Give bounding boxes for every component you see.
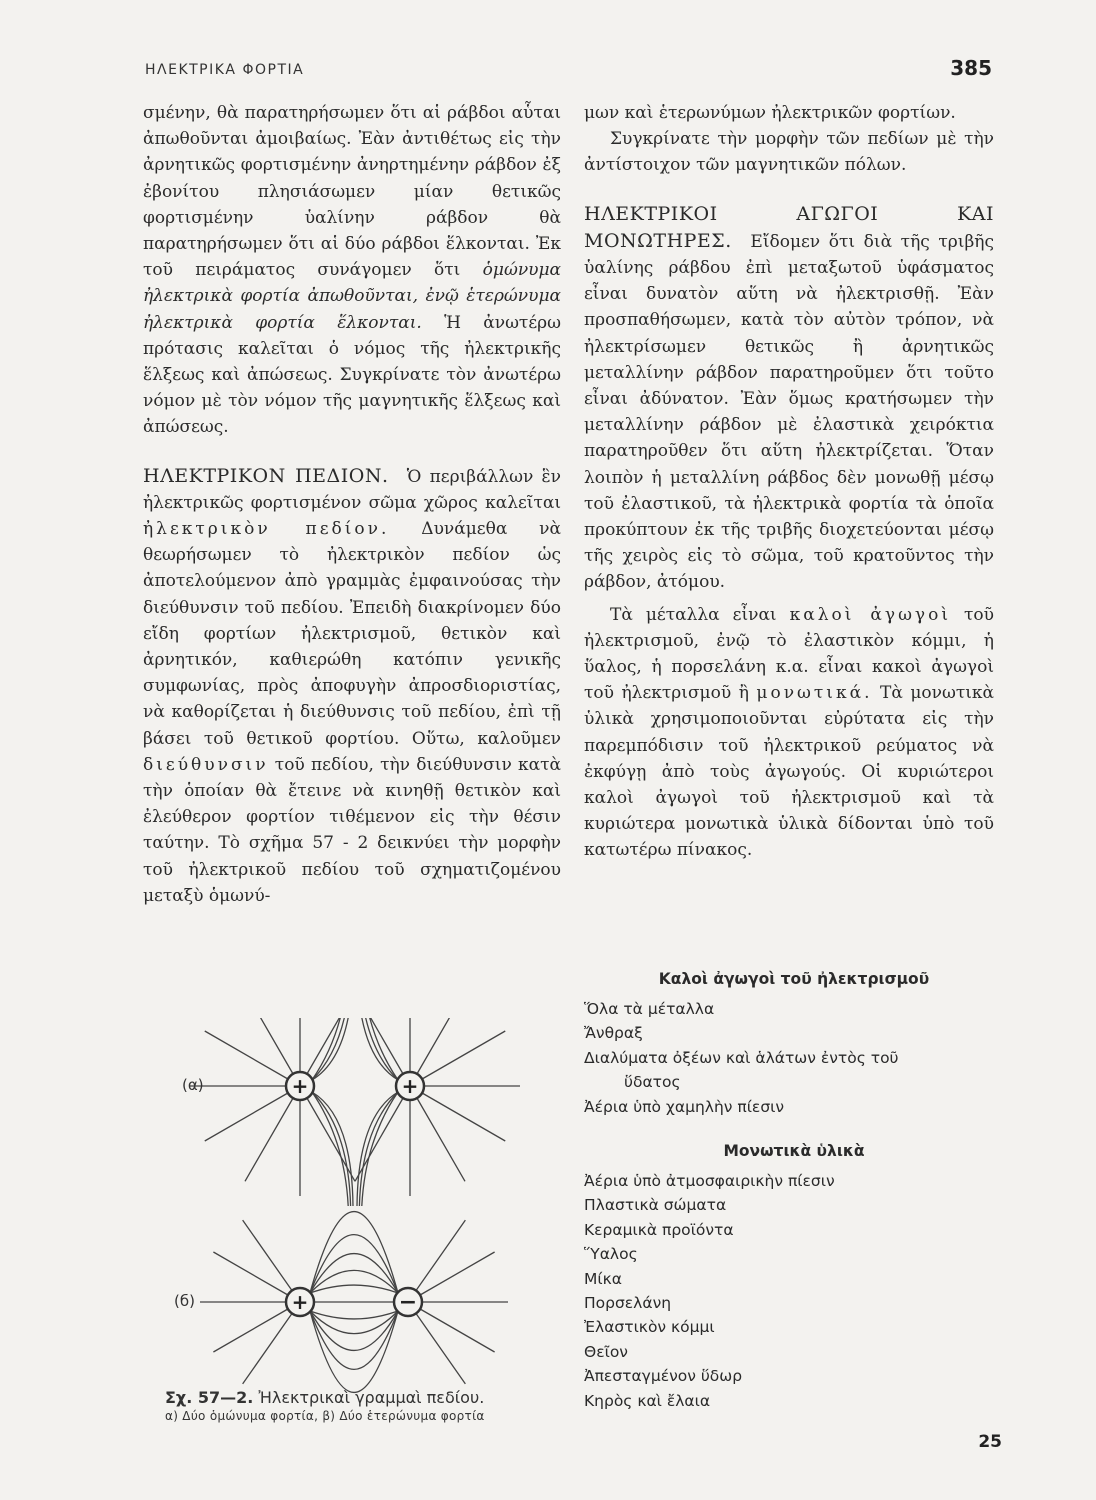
paragraph-law-text: σμένην, θὰ παρατηρήσωμεν ὅτι αἱ ράβδοι αὗται ἀπωθοῦνται ἀμοιβαίως. Ἐὰν ἀντιθέτως εἰς τὴν ἀρνητικῶς φορτισμένην ἀνηρτημένην ράβδον ἐξ ἐβονίτου πλησιάσωμεν μίαν θετικῶς φορτισμένην ὑαλίνην ράβδον θὰ παρατηρήσωμεν ὅτι αἱ δύο ράβδοι ἕλκονται. Ἐκ τοῦ πειράματος συνάγομεν ὅτι <box>143 103 561 281</box>
field-lines-like-charges <box>190 1018 520 1206</box>
metals-text-b: τοῦ ἠλεκτρισμοῦ, ἐνῷ τὸ ἐλαστικὸν κόμμι, ἡ ὕαλος, ἡ πορσελάνη κ.α. εἶναι κακοὶ ἀγωγοὶ τοῦ ἠλεκτρισμοῦ ἢ <box>584 604 995 704</box>
list-item: Ἀπεσταγμένον ὕδωρ <box>584 1367 743 1386</box>
field-line <box>416 1220 465 1290</box>
paragraph-law-end: Ἡ ἀνωτέρω πρότασις καλεῖται ὁ νόμος τῆς ἠλεκτρικῆς ἕλξεως καὶ ἀπώσεως. Συγκρίνατε τὸν ἀνωτέρω νόμον μὲ τὸν νόμον τῆς μαγνητικῆς ἕλξεως καὶ ἀπώσεως. <box>143 312 562 438</box>
field-line <box>243 1313 292 1383</box>
field-lines-unlike-charges <box>200 1212 508 1393</box>
page-number: 385 <box>950 56 992 80</box>
field-line <box>310 1311 398 1350</box>
field-line <box>310 1254 398 1293</box>
plus-sign-icon: + <box>401 1074 419 1098</box>
term-electric-field: ἠλεκτρικὸν πεδίον. <box>143 519 390 540</box>
conductors-list <box>584 970 1004 1119</box>
field-line <box>310 1235 398 1293</box>
field-line <box>245 1098 293 1181</box>
list-item: ὕδατος <box>624 1073 681 1092</box>
field-line <box>245 1018 293 1074</box>
field-lines-diagram <box>150 1018 570 1398</box>
field-line <box>312 1018 348 1080</box>
list-item: Ὅλα τὰ μέταλλα <box>584 1000 715 1018</box>
field-line <box>243 1220 292 1290</box>
heading-electric-field: ΗΛΕΚΤΡΙΚΟΝ ΠΕΔΙΟΝ. <box>143 464 389 487</box>
field-line <box>205 1093 288 1141</box>
paragraph-law <box>143 100 561 441</box>
paragraph-metals <box>584 602 994 864</box>
metals-text-a: Τὰ μέταλλα εἶναι <box>610 604 777 625</box>
list-item: Ἄνθραξ <box>584 1024 643 1043</box>
heading-conductors: ΗΛΕΚΤΡΙΚΟΙ ΑΓΩΓΟΙ ΚΑΙ ΜΟΝΩΤΗΡΕΣ. <box>584 202 994 252</box>
paragraph-field <box>143 463 561 909</box>
term-direction: διεύθυνσιν <box>143 754 269 775</box>
label-b: (б) <box>174 1292 195 1310</box>
list-item: Πλαστικὰ σώματα <box>584 1196 727 1215</box>
list-item: Μίκα <box>584 1269 622 1288</box>
minus-sign-icon: − <box>398 1290 418 1315</box>
plus-sign-icon: + <box>291 1290 309 1314</box>
field-line <box>359 1092 398 1206</box>
label-a: (α) <box>182 1076 204 1094</box>
paragraph-continuation: μων καὶ ἑτερωνύμων ἠλεκτρικῶν φορτίων. <box>584 103 956 123</box>
term-good-conductors: καλοὶ ἀγωγοὶ <box>789 604 951 625</box>
paragraph-compare: Συγκρίνατε τὴν μορφὴν τῶν πεδίων μὲ τὴν ἀντίστοιχον τῶν μαγνητικῶν πόλων. <box>584 129 994 176</box>
list-item: Ἀέρια ὑπὸ ἀτμοσφαιρικὴν πίεσιν <box>584 1172 835 1190</box>
term-insulating: μονωτικά. <box>756 683 873 704</box>
metals-text-c: Τὰ μονωτικὰ ὑλικὰ χρησιμοποιοῦνται εὐρύτατα εἰς τὴν παρεμπόδισιν τοῦ ἠλεκτρικοῦ ρεύματος νὰ ἐκφύγῃ ἀπὸ τοὺς ἀγωγούς. Οἱ κυριώτεροι καλοὶ ἀγωγοὶ τοῦ ἠλεκτρισμοῦ καὶ τὰ κυριώτερα μονωτικὰ ὑλικὰ δίδονται ὑπὸ τοῦ κατωτέρω πίνακος. <box>584 683 995 861</box>
field-line <box>420 1252 494 1295</box>
caption-line <box>165 1388 565 1407</box>
field-line <box>310 1285 398 1293</box>
field-line <box>310 1311 398 1319</box>
field-line <box>422 1031 505 1079</box>
field-line <box>213 1309 287 1352</box>
field-line <box>213 1252 287 1295</box>
list-item: Κηρὸς καὶ ἔλαια <box>584 1391 711 1410</box>
conductors-title: Καλοὶ ἀγωγοὶ τοῦ ἠλεκτρισμοῦ <box>658 970 930 988</box>
field-line <box>416 1313 465 1383</box>
field-line <box>362 1018 398 1080</box>
list-item: Ἐλαστικὸν κόμμι <box>584 1318 715 1337</box>
list-item: Κεραμικὰ προϊόντα <box>584 1220 734 1239</box>
law-statement: ὁμώνυμα ἠλεκτρικὰ φορτία ἀπωθοῦνται, ἐνῷ ἑτερώνυμα ἠλεκτρικὰ φορτία ἕλκονται. <box>143 260 562 333</box>
field-line <box>420 1309 494 1352</box>
list-item: Θεῖον <box>584 1342 628 1361</box>
field-text-a: Ὁ περιβάλλων ἓν ἠλεκτρικῶς φορτισμένον σῶμα χῶρος καλεῖται <box>143 466 561 513</box>
field-line <box>310 1212 398 1293</box>
running-title: ΗΛΕΚΤΡΙΚΑ ΦΟΡΤΙΑ <box>145 62 305 78</box>
list-item: Πορσελάνη <box>584 1294 672 1313</box>
field-line <box>310 1311 398 1369</box>
caption-text: Ἠλεκτρικαὶ γραμμαὶ πεδίου. <box>258 1388 485 1407</box>
field-line <box>422 1093 505 1141</box>
field-line <box>205 1031 288 1079</box>
list-item: Ἀέρια ὑπὸ χαμηλὴν πίεσιν <box>584 1097 785 1116</box>
plus-sign-icon: + <box>291 1074 309 1098</box>
field-line <box>310 1311 398 1392</box>
list-item: Ὕαλος <box>584 1245 638 1264</box>
insulators-list <box>584 1142 1004 1413</box>
conductors-text: Εἴδομεν ὅτι διὰ τῆς τριβῆς ὑαλίνης ράβδου ἐπὶ μεταξωτοῦ ὑφάσματος εἶναι δυνατὸν αὕτη νὰ ἠλεκτρισθῇ. Ἐὰν προσπαθήσωμεν, κατὰ τὸν αὐτὸν τρόπον, νὰ ἠλεκτρίσωμεν θετικῶς ἢ ἀρνητικῶς μεταλλίνην ράβδον παρατηροῦμεν ὅτι τοῦτο εἶναι ἀδύνατον. Ἐὰν ὅμως κρατήσωμεν τὴν μεταλλίνην ράβδον μὲ ἐλαστικὰ χειρόκτια παρατηροῦθεν ὅτι αὕτη ἠλεκτρίζεται. Ὅταν λοιπὸν ἡ μεταλλίνη ράβδος δὲν μονωθῇ μέσῳ τοῦ ἐλαστικοῦ, τὰ ἠλεκτρικὰ φορτία τὰ ὁποῖα προκύπτουν ἐκ τῆς τριβῆς διοχετεύονται μέσῳ τῆς χειρὸς εἰς τὸ σῶμα, τοῦ κρατοῦντος τὴν ράβδον, ἀτόμου. <box>584 231 995 593</box>
right-column <box>584 100 994 864</box>
left-column <box>143 100 561 909</box>
field-text-b: Δυνάμεθα νὰ θεωρήσωμεν τὸ ἠλεκτρικὸν πεδίον ὡς ἀποτελούμενον ἀπὸ γραμμὰς ἐμφαινούσας τὴν διεύθυνσιν τοῦ πεδίου. Ἐπειδὴ διακρίνομεν δύο εἴδη φορτίων ἠλεκτρισμοῦ, θετικὸν καὶ ἀρνητικόν, καθιερώθη κατόπιν γενικῆς συμφωνίας, πρὸς ἀποφυγὴν ἀπροσδιοριστίας, νὰ καθορίζεται ἡ διεύθυνσις τοῦ πεδίου, ἐπὶ τῇ βάσει τοῦ θετικοῦ φορτίου. Οὕτω, καλοῦμεν <box>143 519 561 749</box>
field-line <box>312 1092 351 1206</box>
figure-caption <box>165 1388 565 1423</box>
paragraph-conductors <box>584 201 994 596</box>
field-text-c: τοῦ πεδίου, τὴν διεύθυνσιν κατὰ τὴν ὁποίαν θὰ ἔτεινε νὰ κινηθῇ θετικὸν καὶ ἐλεύθερον φορτίον τιθέμενον εἰς τὴν θέσιν ταύτην. Τὸ σχῆμα 57 - 2 δεικνύει τὴν μορφὴν τοῦ ἠλεκτρικοῦ πεδίου τοῦ σχηματιζομένου μεταξὺ ὁμωνύ- <box>143 754 561 906</box>
list-item: Διαλύματα ὀξέων καὶ ἁλάτων ἐντὸς τοῦ <box>584 1048 899 1067</box>
caption-subtext: α) Δύο ὁμώνυμα φορτία, β) Δύο ἑτερώνυμα φορτία <box>165 1409 485 1423</box>
figure-field-lines <box>150 1018 570 1398</box>
folio-number: 25 <box>978 1432 1002 1452</box>
field-line <box>417 1018 465 1074</box>
caption-number: Σχ. 57—2. <box>165 1388 254 1407</box>
field-line <box>417 1098 465 1181</box>
insulators-title: Μονωτικὰ ὑλικὰ <box>723 1142 865 1160</box>
